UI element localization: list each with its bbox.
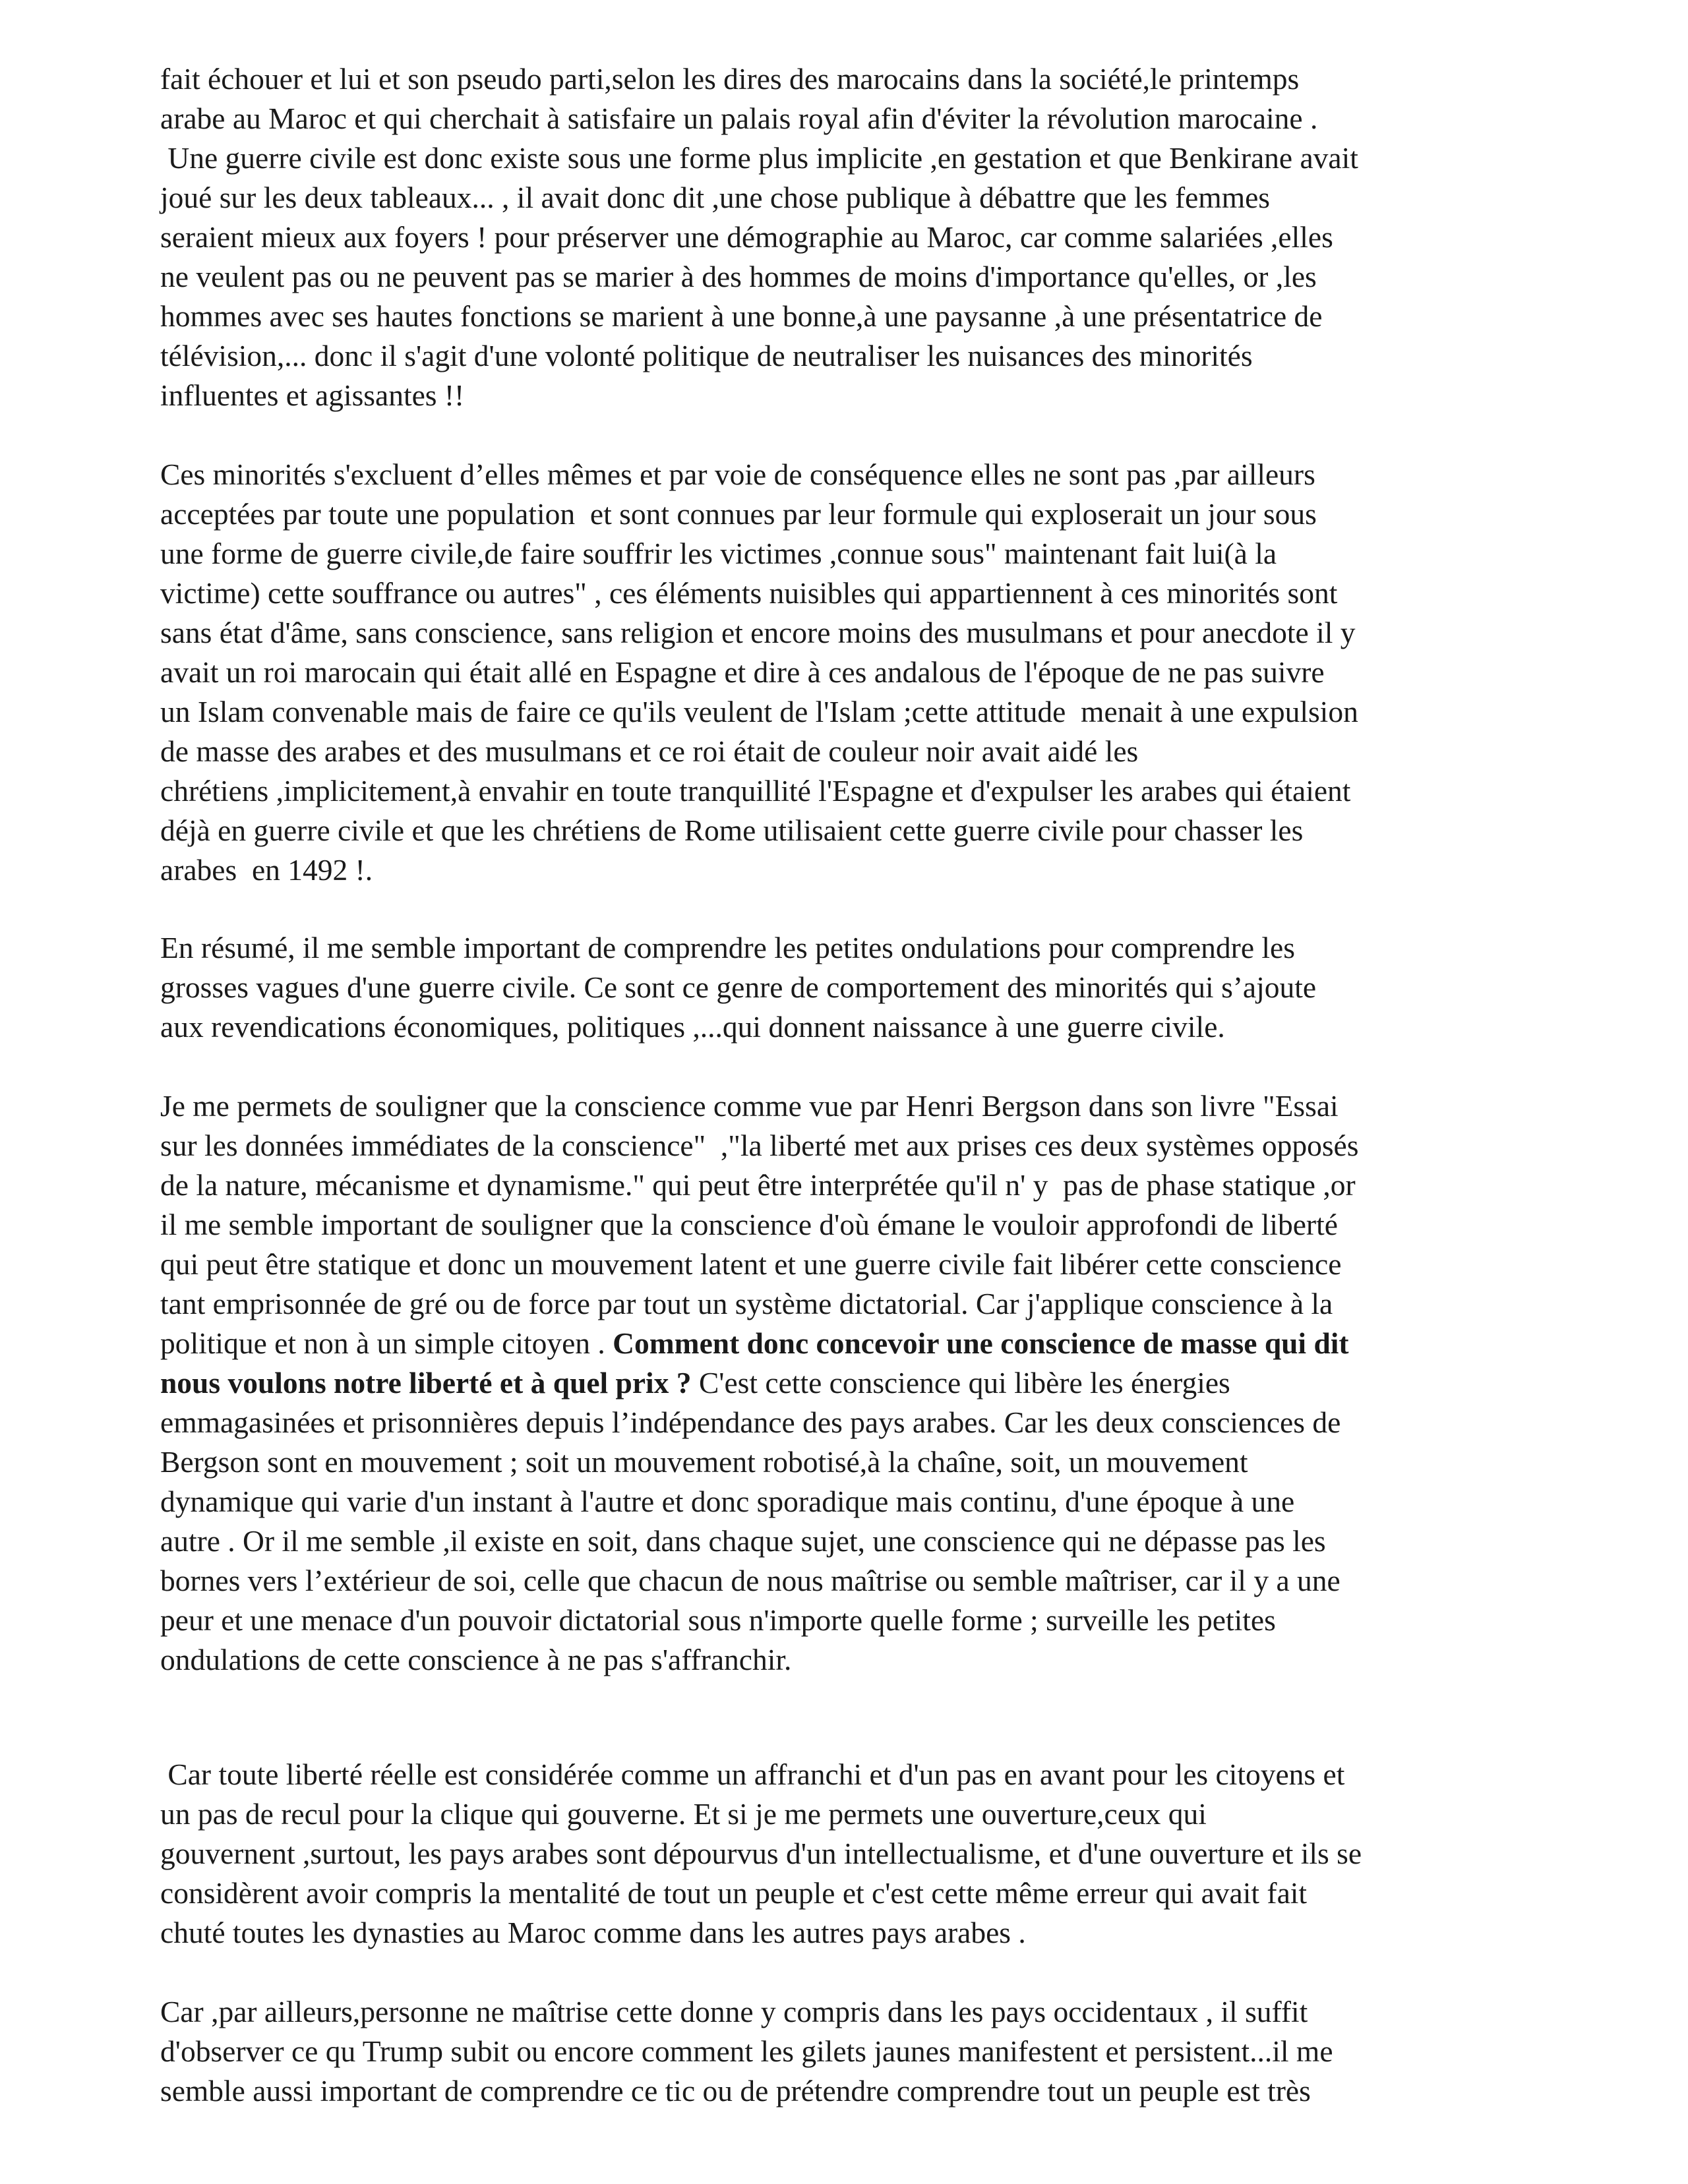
text-segment: sur les données immédiates de la conscience" ,"la liberté met aux prises ces deux systèmes opposés [160, 1129, 1359, 1162]
text-line [160, 811, 1538, 850]
bold-text: Comment donc concevoir une conscience de masse qui dit [613, 1326, 1349, 1360]
paragraph-3 [160, 928, 1538, 1047]
text-line [160, 1755, 1538, 1794]
text-segment: télévision,... donc il s'agit d'une volonté politique de neutraliser les nuisances des minorités [160, 339, 1253, 372]
text-segment: chrétiens ,implicitement,à envahir en toute tranquillité l'Espagne et d'expulser les arabes qui étaient [160, 774, 1351, 808]
text-segment: politique et non à un simple citoyen . [160, 1326, 613, 1360]
text-segment: ne veulent pas ou ne peuvent pas se marier à des hommes de moins d'importance qu'elles, or ,les [160, 260, 1317, 293]
text-segment: un pas de recul pour la clique qui gouverne. Et si je me permets une ouverture,ceux qui [160, 1797, 1207, 1831]
text-line [160, 2071, 1538, 2111]
text-line [160, 1834, 1538, 1874]
text-segment: emmagasinées et prisonnières depuis l’indépendance des pays arabes. Car les deux consciences de [160, 1405, 1341, 1439]
text-line [160, 1601, 1538, 1640]
text-segment: En résumé, il me semble important de comprendre les petites ondulations pour comprendre les [160, 931, 1295, 964]
text-segment: qui peut être statique et donc un mouvement latent et une guerre civile fait libérer cette conscience [160, 1247, 1342, 1281]
text-segment: autre . Or il me semble ,il existe en soit, dans chaque sujet, une conscience qui ne dépasse pas les [160, 1524, 1326, 1558]
text-line [160, 178, 1538, 218]
text-segment: Bergson sont en mouvement ; soit un mouvement robotisé,à la chaîne, soit, un mouvement [160, 1445, 1248, 1479]
text-segment: seraient mieux aux foyers ! pour préserver une démographie au Maroc, car comme salariées ,elles [160, 220, 1333, 254]
text-line [160, 692, 1538, 732]
text-line [160, 771, 1538, 811]
text-line [160, 59, 1538, 99]
text-line [160, 1992, 1538, 2032]
text-line [160, 1482, 1538, 1521]
text-segment: il me semble important de souligner que la conscience d'où émane le vouloir approfondi de liberté [160, 1208, 1338, 1241]
text-line [160, 218, 1538, 257]
text-segment: tant emprisonnée de gré ou de force par tout un système dictatorial. Car j'applique conscience à la [160, 1287, 1333, 1320]
paragraph-6 [160, 1992, 1538, 2111]
text-segment: victime) cette souffrance ou autres" , ces éléments nuisibles qui appartiennent à ces minorités sont [160, 576, 1338, 610]
text-segment: de la nature, mécanisme et dynamisme." qui peut être interprétée qu'il n' y pas de phase statique ,or [160, 1168, 1356, 1202]
text-line [160, 1205, 1538, 1245]
text-segment: hommes avec ses hautes fonctions se marient à une bonne,à une paysanne ,à une présentatrice de [160, 299, 1323, 333]
text-segment: fait échouer et lui et son pseudo parti,selon les dires des marocains dans la société,le printemps [160, 62, 1300, 96]
text-segment: joué sur les deux tableaux... , il avait donc dit ,une chose publique à débattre que les femmes [160, 181, 1270, 214]
text-line [160, 138, 1538, 178]
paragraph-4 [160, 1086, 1538, 1680]
text-line [160, 1363, 1538, 1403]
text-segment: Car toute liberté réelle est considérée comme un affranchi et d'un pas en avant pour les citoyens et [160, 1757, 1345, 1791]
text-segment: aux revendications économiques, politiques ,...qui donnent naissance à une guerre civile. [160, 1010, 1225, 1044]
text-line [160, 1007, 1538, 1047]
text-line [160, 2032, 1538, 2071]
text-line [160, 653, 1538, 692]
text-line [160, 1640, 1538, 1680]
text-line [160, 1166, 1538, 1205]
text-segment: grosses vagues d'une guerre civile. Ce sont ce genre de comportement des minorités qui s’ajoute [160, 970, 1317, 1004]
text-line [160, 1086, 1538, 1126]
text-segment: d'observer ce qu Trump subit ou encore comment les gilets jaunes manifestent et persistent...il me [160, 2034, 1333, 2068]
text-segment: sans état d'âme, sans conscience, sans religion et encore moins des musulmans et pour anecdote il y [160, 616, 1356, 649]
text-line [160, 1794, 1538, 1834]
text-line [160, 257, 1538, 297]
paragraph-5 [160, 1755, 1538, 1953]
text-segment: considèrent avoir compris la mentalité de tout un peuple et c'est cette même erreur qui avait fait [160, 1876, 1308, 1910]
text-line [160, 850, 1538, 890]
text-line [160, 732, 1538, 771]
text-line [160, 1126, 1538, 1166]
text-line [160, 297, 1538, 336]
text-segment: Car ,par ailleurs,personne ne maîtrise cette donne y compris dans les pays occidentaux , il suffit [160, 1995, 1308, 2028]
text-segment: de masse des arabes et des musulmans et ce roi était de couleur noir avait aidé les [160, 734, 1139, 768]
text-segment: bornes vers l’extérieur de soi, celle que chacun de nous maîtrise ou semble maîtriser, car il y a une [160, 1564, 1341, 1597]
text-line [160, 1324, 1538, 1363]
text-line [160, 1874, 1538, 1913]
text-segment: influentes et agissantes !! [160, 378, 465, 412]
text-segment: peur et une menace d'un pouvoir dictatorial sous n'importe quelle forme ; surveille les petites [160, 1603, 1276, 1637]
text-line [160, 1284, 1538, 1324]
bold-text: nous voulons notre liberté et à quel prix ? [160, 1366, 692, 1400]
text-line [160, 928, 1538, 968]
text-segment: déjà en guerre civile et que les chrétiens de Rome utilisaient cette guerre civile pour chasser les [160, 813, 1304, 847]
text-line [160, 1403, 1538, 1442]
text-segment: C'est cette conscience qui libère les énergies [691, 1366, 1230, 1400]
text-segment: un Islam convenable mais de faire ce qu'ils veulent de l'Islam ;cette attitude menait à une expulsion [160, 695, 1358, 728]
text-segment: arabe au Maroc et qui cherchait à satisfaire un palais royal afin d'éviter la révolution marocaine . [160, 102, 1318, 135]
text-segment: ondulations de cette conscience à ne pas s'affranchir. [160, 1643, 792, 1676]
text-line [160, 1442, 1538, 1482]
text-line [160, 1913, 1538, 1953]
text-line [160, 494, 1538, 534]
text-line [160, 968, 1538, 1007]
text-segment: Une guerre civile est donc existe sous une forme plus implicite ,en gestation et que Benkirane avait [160, 141, 1358, 175]
text-line [160, 1561, 1538, 1601]
text-line [160, 574, 1538, 613]
paragraph-1 [160, 59, 1538, 415]
text-segment: semble aussi important de comprendre ce tic ou de prétendre comprendre tout un peuple est très [160, 2074, 1311, 2108]
text-segment: acceptées par toute une population et sont connues par leur formule qui exploserait un jour sous [160, 497, 1317, 531]
text-segment: dynamique qui varie d'un instant à l'autre et donc sporadique mais continu, d'une époque à une [160, 1485, 1295, 1518]
text-line [160, 376, 1538, 415]
text-segment: arabes en 1492 !. [160, 853, 373, 887]
text-segment: Je me permets de souligner que la conscience comme vue par Henri Bergson dans son livre "Essai [160, 1089, 1339, 1123]
text-segment: avait un roi marocain qui était allé en Espagne et dire à ces andalous de l'époque de ne pas suivre [160, 655, 1325, 689]
paragraph-2 [160, 455, 1538, 890]
text-line [160, 1245, 1538, 1284]
text-segment: une forme de guerre civile,de faire souffrir les victimes ,connue sous" maintenant fait lui(à la [160, 537, 1277, 570]
text-line [160, 1521, 1538, 1561]
text-line [160, 613, 1538, 653]
text-segment: chuté toutes les dynasties au Maroc comme dans les autres pays arabes . [160, 1916, 1026, 1949]
text-segment: gouvernent ,surtout, les pays arabes sont dépourvus d'un intellectualisme, et d'une ouverture et ils se [160, 1837, 1362, 1870]
text-line [160, 534, 1538, 574]
text-line [160, 336, 1538, 376]
text-segment: Ces minorités s'excluent d’elles mêmes et par voie de conséquence elles ne sont pas ,par ailleurs [160, 457, 1315, 491]
text-line [160, 455, 1538, 494]
text-line [160, 99, 1538, 138]
